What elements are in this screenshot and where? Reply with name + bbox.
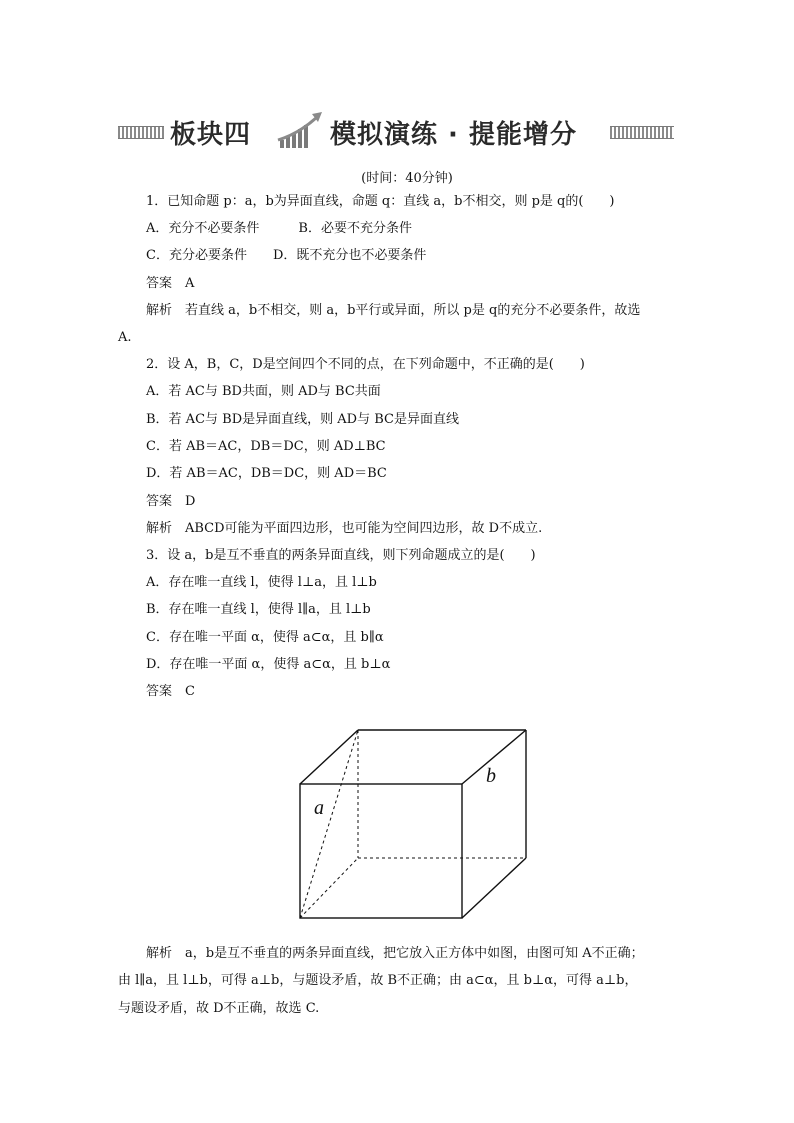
banner-title: 模拟演练 · 提能增分	[330, 120, 577, 150]
question-3-option-a: A．存在唯一直线 l，使得 l⊥a，且 l⊥b	[146, 575, 377, 590]
question-2-option-b: B．若 AC与 BD是异面直线，则 AD与 BC是异面直线	[146, 412, 459, 427]
question-3-answer: 答案 C	[146, 684, 195, 699]
question-3-explanation-cont-2: 与题设矛盾，故 D不正确，故选 C.	[118, 1001, 320, 1016]
question-1-explanation-cont: A.	[118, 330, 132, 345]
question-2-explanation: 解析 ABCD可能为平面四边形，也可能为空间四边形，故 D不成立.	[146, 521, 543, 536]
question-3-option-b: B．存在唯一直线 l，使得 l∥a，且 l⊥b	[146, 602, 371, 617]
question-2-option-a: A．若 AC与 BD共面，则 AD与 BC共面	[146, 384, 381, 399]
question-1-options-ab: A．充分不必要条件 B．必要不充分条件	[146, 221, 412, 236]
banner-stripe-right	[610, 126, 674, 139]
line-a-label: a	[314, 797, 324, 819]
section-banner	[118, 110, 678, 154]
question-3-explanation-cont-1: 由 l∥a，且 l⊥b，可得 a⊥b，与题设矛盾，故 B不正确；由 a⊂α，且 b⊥α，可得 a⊥b，	[118, 973, 638, 988]
question-3-stem: 3．设 a，b是互不垂直的两条异面直线，则下列命题成立的是( )	[146, 548, 536, 563]
rising-bars-icon	[276, 110, 326, 150]
question-3-option-d: D．存在唯一平面 α，使得 a⊂α，且 b⊥α	[146, 657, 391, 672]
question-3-explanation: 解析 a，b是互不垂直的两条异面直线，把它放入正方体中如图，由图可知 A不正确；	[146, 946, 644, 961]
question-2-stem: 2．设 A，B，C，D是空间四个不同的点，在下列命题中，不正确的是( )	[146, 357, 585, 372]
time-limit-note: (时间：40分钟)	[361, 171, 453, 186]
question-1-stem: 1．已知命题 p：a，b为异面直线，命题 q：直线 a，b不相交，则 p是 q的( )	[146, 194, 615, 209]
cube-figure	[284, 712, 544, 932]
question-1-answer: 答案 A	[146, 276, 195, 291]
question-2-answer: 答案 D	[146, 494, 196, 509]
question-3-option-c: C．存在唯一平面 α，使得 a⊂α，且 b∥α	[146, 630, 384, 645]
question-1-explanation: 解析 若直线 a，b不相交，则 a，b平行或异面，所以 p是 q的充分不必要条件，故选	[146, 303, 641, 318]
question-1-options-cd: C．充分必要条件 D．既不充分也不必要条件	[146, 248, 427, 263]
banner-part: 板块四	[170, 120, 252, 150]
banner-stripe-left	[118, 126, 164, 139]
question-2-option-c: C．若 AB＝AC，DB＝DC，则 AD⊥BC	[146, 439, 386, 454]
line-b-label: b	[486, 765, 496, 787]
question-2-option-d: D．若 AB＝AC，DB＝DC，则 AD＝BC	[146, 466, 387, 481]
